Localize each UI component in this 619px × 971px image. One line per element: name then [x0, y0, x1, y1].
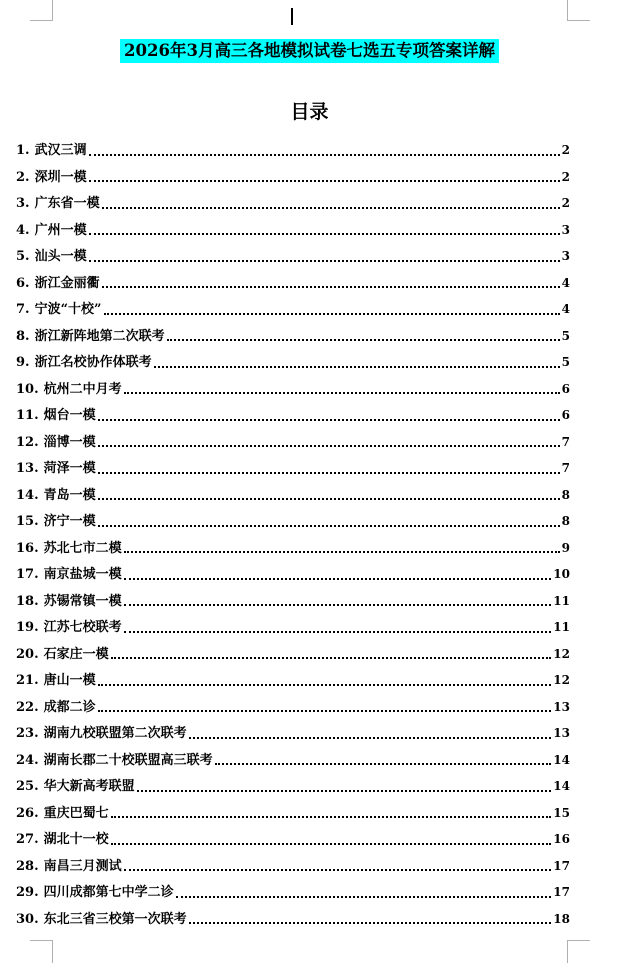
toc-entry-number: 18. — [16, 593, 39, 609]
toc-entry-number: 24. — [16, 752, 39, 768]
toc-entry-number: 7. — [16, 302, 30, 317]
toc-entry[interactable] — [16, 879, 570, 906]
toc-entry-page-number: 4 — [561, 275, 570, 290]
toc-entry-page-number: 18 — [553, 911, 570, 926]
toc-entry-number: 1. — [16, 143, 30, 158]
toc-dot-leader — [98, 445, 560, 447]
toc-entry-label: 浙江金丽衢 — [34, 275, 100, 291]
toc-entry[interactable] — [16, 270, 570, 297]
toc-entry-number: 15. — [16, 514, 39, 529]
toc-entry-number: 19. — [16, 620, 39, 635]
toc-entry-page-number: 14 — [553, 752, 570, 767]
toc-entry-number: 26. — [16, 805, 39, 821]
toc-entry[interactable] — [16, 349, 570, 376]
toc-entry-number: 4. — [16, 222, 30, 238]
toc-dot-leader — [111, 657, 552, 659]
toc-entry[interactable] — [16, 482, 570, 509]
toc-entry[interactable] — [16, 429, 570, 456]
toc-entry-label: 南京盐城一模 — [43, 567, 122, 582]
toc-dot-leader — [98, 684, 552, 686]
toc-dot-leader — [124, 578, 552, 580]
toc-entry[interactable] — [16, 694, 570, 721]
page-corner-mark-top-right — [567, 0, 590, 21]
toc-entry-number: 27. — [16, 832, 39, 847]
toc-entry-number: 21. — [16, 673, 39, 688]
toc-entry-page-number: 6 — [561, 381, 570, 396]
page-corner-mark-top-left — [30, 0, 53, 21]
toc-entry-page-number: 3 — [561, 249, 570, 263]
toc-dot-leader — [111, 843, 552, 845]
toc-dot-leader — [89, 154, 560, 156]
toc-entry[interactable] — [16, 853, 570, 880]
toc-entry-page-number: 2 — [561, 169, 570, 184]
toc-dot-leader — [176, 896, 552, 898]
toc-dot-leader — [124, 869, 552, 871]
toc-entry-label: 浙江新阵地第二次联考 — [34, 328, 165, 344]
toc-entry[interactable] — [16, 243, 570, 270]
toc-entry-label: 广州一模 — [34, 222, 87, 238]
toc-entry-page-number: 12 — [553, 646, 570, 661]
toc-dot-leader — [154, 366, 560, 368]
toc-entry-page-number: 8 — [561, 514, 570, 528]
toc-entry-number: 10. — [16, 381, 39, 397]
toc-entry-page-number: 2 — [561, 143, 570, 157]
toc-entry-label: 淄博一模 — [43, 434, 96, 450]
toc-dot-leader — [124, 392, 560, 394]
toc-entry-label: 汕头一模 — [34, 249, 87, 264]
toc-entry-number: 25. — [16, 779, 39, 794]
toc-entry-page-number: 4 — [561, 302, 570, 316]
toc-entry-number: 5. — [16, 249, 30, 264]
toc-entry[interactable] — [16, 826, 570, 853]
toc-entry[interactable] — [16, 747, 570, 774]
toc-entry-page-number: 13 — [553, 726, 570, 740]
toc-entry-number: 14. — [16, 487, 39, 503]
toc-entry-number: 17. — [16, 567, 39, 582]
toc-dot-leader — [215, 763, 552, 765]
toc-entry-number: 12. — [16, 434, 39, 450]
toc-entry-label: 苏北七市二模 — [43, 540, 122, 556]
toc-entry-label: 石家庄一模 — [43, 646, 109, 662]
toc-entry-number: 2. — [16, 169, 30, 185]
toc-entry-label: 南昌三月测试 — [43, 858, 122, 874]
toc-dot-leader — [124, 631, 552, 633]
toc-entry-label: 湖北十一校 — [43, 832, 109, 847]
toc-entry-label: 华大新高考联盟 — [43, 779, 135, 794]
toc-dot-leader — [98, 419, 560, 421]
toc-entry-page-number: 6 — [561, 408, 570, 422]
toc-dot-leader — [102, 286, 560, 288]
toc-entry-label: 烟台一模 — [43, 408, 96, 423]
toc-entry-page-number: 17 — [553, 858, 570, 873]
toc-dot-leader — [124, 551, 560, 553]
toc-entry-number: 20. — [16, 646, 39, 662]
toc-entry[interactable] — [16, 667, 570, 694]
toc-entry-page-number: 14 — [553, 779, 570, 793]
toc-entry-page-number: 10 — [553, 567, 570, 581]
toc-dot-leader — [102, 207, 560, 209]
toc-entry-page-number: 11 — [553, 620, 570, 634]
toc-entry[interactable] — [16, 614, 570, 641]
toc-entry-label: 菏泽一模 — [43, 461, 96, 476]
toc-dot-leader — [89, 180, 560, 182]
toc-entry-page-number: 7 — [561, 461, 570, 475]
toc-entry[interactable] — [16, 190, 570, 217]
toc-entry-label: 青岛一模 — [43, 487, 96, 503]
toc-entry[interactable] — [16, 720, 570, 747]
toc-entry-label: 深圳一模 — [34, 169, 87, 185]
toc-entry-page-number: 12 — [553, 673, 570, 687]
toc-dot-leader — [89, 260, 560, 262]
toc-entry-label: 湖南长郡二十校联盟高三联考 — [43, 752, 213, 768]
text-cursor — [291, 8, 293, 25]
toc-entry[interactable] — [16, 402, 570, 429]
toc-entry[interactable] — [16, 561, 570, 588]
toc-dot-leader — [98, 472, 560, 474]
toc-entry-number: 30. — [16, 911, 39, 927]
toc-entry[interactable] — [16, 508, 570, 535]
toc-entry-number: 6. — [16, 275, 30, 291]
page-corner-mark-bottom-left — [30, 940, 53, 963]
toc-entry-number: 28. — [16, 858, 39, 874]
toc-entry-label: 苏锡常镇一模 — [43, 593, 122, 609]
toc-entry-page-number: 17 — [553, 885, 570, 899]
toc-entry-page-number: 11 — [553, 593, 570, 608]
toc-entry-page-number: 5 — [561, 328, 570, 343]
toc-dot-leader — [98, 498, 560, 500]
toc-entry[interactable] — [16, 800, 570, 827]
toc-entry-number: 23. — [16, 726, 39, 741]
toc-entry-label: 唐山一模 — [43, 673, 96, 688]
document-title-area — [0, 39, 619, 63]
toc-entry-page-number: 5 — [561, 355, 570, 369]
page-corner-mark-bottom-right — [567, 940, 590, 963]
toc-entry-label: 东北三省三校第一次联考 — [43, 911, 187, 927]
toc-dot-leader — [104, 313, 560, 315]
toc-entry-page-number: 15 — [553, 805, 570, 820]
toc-dot-leader — [89, 233, 560, 235]
toc-entry-page-number: 9 — [561, 540, 570, 555]
toc-entry[interactable] — [16, 296, 570, 323]
toc-entry-label: 四川成都第七中学二诊 — [43, 885, 174, 900]
toc-entry-label: 成都二诊 — [43, 699, 96, 715]
toc-dot-leader — [124, 604, 552, 606]
toc-entry-page-number: 7 — [561, 434, 570, 449]
document-title[interactable]: 2026年3月高三各地模拟试卷七选五专项答案详解 — [120, 39, 499, 63]
toc-entry-label: 武汉三调 — [34, 143, 87, 158]
toc-entry-number: 11. — [16, 408, 39, 423]
toc-entry-number: 13. — [16, 461, 39, 476]
toc-dot-leader — [137, 790, 552, 792]
toc-dot-leader — [111, 816, 552, 818]
toc-entry-number: 8. — [16, 328, 30, 344]
toc-entry[interactable] — [16, 217, 570, 244]
toc-entry[interactable] — [16, 137, 570, 164]
toc-entry-number: 16. — [16, 540, 39, 556]
toc-entry-page-number: 3 — [561, 222, 570, 237]
toc-dot-leader — [167, 339, 560, 341]
toc-entry-label: 湖南九校联盟第二次联考 — [43, 726, 187, 741]
toc-entry-label: 济宁一模 — [43, 514, 96, 529]
toc-dot-leader — [189, 737, 552, 739]
toc-entry[interactable] — [16, 588, 570, 615]
toc-entry-label: 宁波“十校” — [34, 302, 102, 317]
toc-entry-label: 杭州二中月考 — [43, 381, 122, 397]
toc-entry-page-number: 8 — [561, 487, 570, 502]
toc-entry[interactable] — [16, 164, 570, 191]
toc-entry[interactable] — [16, 906, 570, 933]
toc-dot-leader — [98, 525, 560, 527]
toc-entry-label: 广东省一模 — [34, 196, 100, 211]
table-of-contents — [16, 137, 570, 932]
toc-entry[interactable] — [16, 641, 570, 668]
toc-entry[interactable] — [16, 376, 570, 403]
toc-entry-page-number: 13 — [553, 699, 570, 714]
toc-entry-label: 江苏七校联考 — [43, 620, 122, 635]
toc-entry-label: 重庆巴蜀七 — [43, 805, 109, 821]
toc-entry-label: 浙江名校协作体联考 — [34, 355, 152, 370]
toc-entry[interactable] — [16, 773, 570, 800]
toc-entry[interactable] — [16, 323, 570, 350]
toc-entry-number: 29. — [16, 885, 39, 900]
toc-entry-number: 3. — [16, 196, 30, 211]
toc-entry[interactable] — [16, 455, 570, 482]
toc-entry-number: 22. — [16, 699, 39, 715]
toc-entry-number: 9. — [16, 355, 30, 370]
toc-dot-leader — [98, 710, 552, 712]
toc-entry-page-number: 2 — [561, 196, 570, 210]
toc-entry-page-number: 16 — [553, 832, 570, 846]
toc-dot-leader — [189, 922, 552, 924]
toc-entry[interactable] — [16, 535, 570, 562]
toc-heading[interactable]: 目录 — [290, 101, 329, 123]
